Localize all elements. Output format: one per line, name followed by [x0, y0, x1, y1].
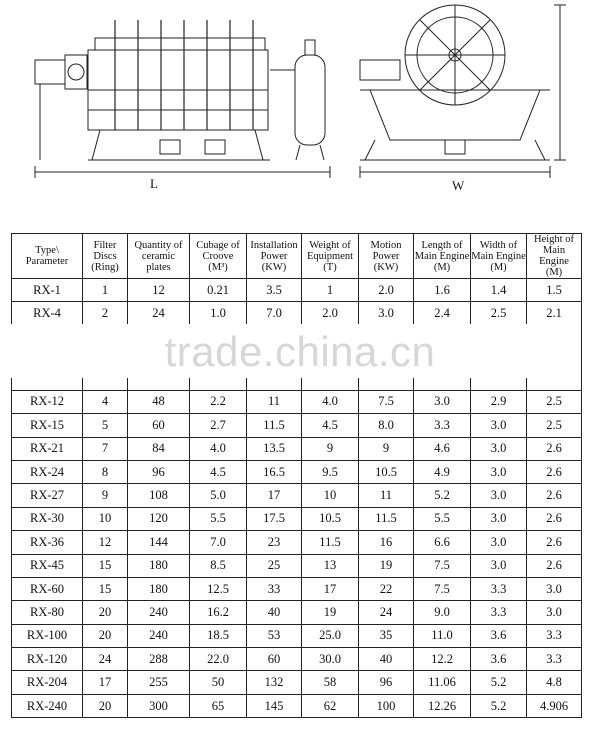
cell-model: RX-80 [12, 601, 83, 624]
cell-value: 15 [83, 554, 128, 577]
cell-value: 8.0 [359, 414, 414, 437]
cell-value: 40 [247, 601, 302, 624]
table-row [12, 601, 582, 624]
cell-value: 12 [128, 279, 190, 302]
cell-value: 5.5 [190, 507, 247, 530]
cell-value: 2.6 [527, 554, 582, 577]
cell-value: 3.0 [471, 437, 527, 460]
table-row [12, 694, 582, 717]
table-header-row [12, 234, 582, 279]
cell-value: 17 [302, 577, 359, 600]
header-width: Width of Main Engine (M) [471, 234, 527, 279]
cell-value: 3.0 [471, 507, 527, 530]
cell-value: 17 [83, 671, 128, 694]
cell-model: RX-27 [12, 484, 83, 507]
header-length: Length of Main Engine (M) [414, 234, 471, 279]
cell-value: 25.0 [302, 624, 359, 647]
cell-value: 16 [359, 531, 414, 554]
cell-value: 7.0 [190, 531, 247, 554]
cell-value: 10 [83, 507, 128, 530]
cell-value: 3.3 [471, 601, 527, 624]
cell-model: RX-120 [12, 648, 83, 671]
cell-value: 12.26 [414, 694, 471, 717]
cell-value: 62 [302, 694, 359, 717]
cell-value: 4.9 [414, 460, 471, 483]
cell-value: 24 [83, 648, 128, 671]
dimension-label-length: L [150, 176, 158, 191]
table-row [12, 531, 582, 554]
cell-value: 11.5 [359, 507, 414, 530]
cell-model: RX-204 [12, 671, 83, 694]
cell-value: 9 [302, 437, 359, 460]
cell-value: 120 [128, 507, 190, 530]
cell-value: 300 [128, 694, 190, 717]
table-row [12, 577, 582, 600]
cell-value: 10.5 [359, 460, 414, 483]
cell-value: 3.6 [471, 648, 527, 671]
cell-value: 2.6 [527, 484, 582, 507]
cell-value: 9 [83, 484, 128, 507]
cell-value: 20 [83, 601, 128, 624]
cell-value: 5 [83, 414, 128, 437]
header-height: Height of Main Engine (M) [527, 234, 582, 279]
header-ceramic-plates: Quantity of ceramic plates [128, 234, 190, 279]
cell-value: 4.5 [302, 414, 359, 437]
table-row [12, 414, 582, 437]
cell-value: 11.5 [247, 414, 302, 437]
equipment-drawing [0, 0, 590, 228]
cell-value: 50 [190, 671, 247, 694]
cell-value: 2.7 [190, 414, 247, 437]
cell-value: 65 [190, 694, 247, 717]
cell-value: 132 [247, 671, 302, 694]
front-view [35, 20, 330, 178]
table-row [12, 648, 582, 671]
cell-value: 16.2 [190, 601, 247, 624]
cell-value: 3.0 [471, 484, 527, 507]
cell-value: 4.5 [190, 460, 247, 483]
cell-value: 100 [359, 694, 414, 717]
cell-value: 288 [128, 648, 190, 671]
cell-value: 35 [359, 624, 414, 647]
cell-value: 58 [302, 671, 359, 694]
cell-value: 2.1 [527, 302, 582, 325]
cell-value: 12.5 [190, 577, 247, 600]
cell-value: 145 [247, 694, 302, 717]
cell-value: 108 [128, 484, 190, 507]
cell-value: 2.6 [527, 460, 582, 483]
cell-model: RX-240 [12, 694, 83, 717]
cell-value: 11.06 [414, 671, 471, 694]
cell-value: 4.8 [527, 671, 582, 694]
cell-value: 2.5 [527, 390, 582, 413]
cell-model: RX-1 [12, 279, 83, 302]
cell-value: 7.5 [414, 577, 471, 600]
cell-model: RX-100 [12, 624, 83, 647]
cell-value: 4 [83, 390, 128, 413]
cell-value: 1 [83, 279, 128, 302]
cell-value: 3.5 [247, 279, 302, 302]
cell-value: 2.6 [527, 531, 582, 554]
cell-value: 3.3 [471, 577, 527, 600]
cell-value: 2.4 [414, 302, 471, 325]
cell-model: RX-45 [12, 554, 83, 577]
cell-value: 18.5 [190, 624, 247, 647]
cell-value: 60 [247, 648, 302, 671]
header-motion-power: Motion Power (KW) [359, 234, 414, 279]
cell-value: 60 [128, 414, 190, 437]
cell-value: 22.0 [190, 648, 247, 671]
cell-value: 40 [359, 648, 414, 671]
header-installation-power: Installation Power (KW) [247, 234, 302, 279]
cell-value: 3.0 [527, 601, 582, 624]
cell-value: 7.0 [247, 302, 302, 325]
cell-value: 3.0 [471, 414, 527, 437]
cell-value: 8.5 [190, 554, 247, 577]
table-row [12, 554, 582, 577]
cell-value: 1.0 [190, 302, 247, 325]
cell-value: 12.2 [414, 648, 471, 671]
cell-model: RX-4 [12, 302, 83, 325]
cell-value: 0.21 [190, 279, 247, 302]
table-row [12, 484, 582, 507]
table-row [12, 302, 582, 325]
cell-value: 24 [359, 601, 414, 624]
cell-value: 48 [128, 390, 190, 413]
side-view [360, 5, 566, 178]
cell-value: 17.5 [247, 507, 302, 530]
cell-value: 13 [302, 554, 359, 577]
cell-model: RX-30 [12, 507, 83, 530]
cell-value: 9 [359, 437, 414, 460]
cell-model: RX-15 [12, 414, 83, 437]
cell-value: 3.3 [527, 648, 582, 671]
cell-value: 8 [83, 460, 128, 483]
cell-value: 255 [128, 671, 190, 694]
cell-value: 3.0 [471, 554, 527, 577]
cell-model: RX-36 [12, 531, 83, 554]
header-type: Type\ Parameter [12, 234, 83, 279]
cell-value: 19 [359, 554, 414, 577]
cell-value: 3.6 [471, 624, 527, 647]
cell-value: 180 [128, 577, 190, 600]
header-weight: Weight of Equipment (T) [302, 234, 359, 279]
cell-value: 4.0 [190, 437, 247, 460]
cell-value: 13.5 [247, 437, 302, 460]
cell-value: 1 [302, 279, 359, 302]
cell-value: 4.6 [414, 437, 471, 460]
dimension-label-width: W [452, 178, 465, 193]
cell-value: 6.6 [414, 531, 471, 554]
cell-value: 2.0 [302, 302, 359, 325]
cell-value: 2 [83, 302, 128, 325]
cell-value: 30.0 [302, 648, 359, 671]
cell-value: 11.0 [414, 624, 471, 647]
cell-value: 9.5 [302, 460, 359, 483]
table-row [12, 624, 582, 647]
cell-value: 2.6 [527, 437, 582, 460]
cell-value: 84 [128, 437, 190, 460]
cell-value: 53 [247, 624, 302, 647]
cell-value: 3.0 [471, 531, 527, 554]
table-row [12, 279, 582, 302]
watermark: trade.china.cn [164, 328, 436, 375]
cell-value: 2.6 [527, 507, 582, 530]
cell-value: 10 [302, 484, 359, 507]
cell-value: 17 [247, 484, 302, 507]
cell-value: 11 [359, 484, 414, 507]
cell-value: 240 [128, 601, 190, 624]
cell-value: 23 [247, 531, 302, 554]
cell-model: RX-21 [12, 437, 83, 460]
cell-value: 3.0 [414, 390, 471, 413]
cell-value: 5.2 [414, 484, 471, 507]
cell-value: 96 [359, 671, 414, 694]
cell-model: RX-24 [12, 460, 83, 483]
cell-value: 16.5 [247, 460, 302, 483]
cell-value: 12 [83, 531, 128, 554]
cell-value: 3.3 [414, 414, 471, 437]
cell-value: 3.3 [527, 624, 582, 647]
cell-value: 2.9 [471, 390, 527, 413]
cell-value: 25 [247, 554, 302, 577]
cell-model: RX-60 [12, 577, 83, 600]
cell-value: 4.906 [527, 694, 582, 717]
cell-value: 1.4 [471, 279, 527, 302]
table-row [12, 507, 582, 530]
cell-value: 10.5 [302, 507, 359, 530]
cell-value: 5.2 [471, 694, 527, 717]
cell-value: 5.0 [190, 484, 247, 507]
cell-value: 11.5 [302, 531, 359, 554]
cell-value: 2.5 [527, 414, 582, 437]
cell-value: 11 [247, 390, 302, 413]
cell-model: RX-12 [12, 390, 83, 413]
cell-value: 9.0 [414, 601, 471, 624]
cell-value: 20 [83, 694, 128, 717]
cell-value: 3.0 [359, 302, 414, 325]
header-filter-discs: Filter Discs (Ring) [83, 234, 128, 279]
cell-value: 2.0 [359, 279, 414, 302]
cell-value: 3.0 [527, 577, 582, 600]
cell-value: 2.5 [471, 302, 527, 325]
cell-value: 7.5 [359, 390, 414, 413]
cell-value: 1.5 [527, 279, 582, 302]
cell-value: 15 [83, 577, 128, 600]
cell-value: 24 [128, 302, 190, 325]
cell-value: 3.0 [471, 460, 527, 483]
cell-value: 180 [128, 554, 190, 577]
cell-value: 7 [83, 437, 128, 460]
cell-value: 20 [83, 624, 128, 647]
cell-value: 1.6 [414, 279, 471, 302]
cell-value: 33 [247, 577, 302, 600]
cell-value: 22 [359, 577, 414, 600]
cell-value: 19 [302, 601, 359, 624]
cell-value: 144 [128, 531, 190, 554]
cell-value: 240 [128, 624, 190, 647]
cell-value: 96 [128, 460, 190, 483]
cell-value: 7.5 [414, 554, 471, 577]
specification-table [11, 233, 582, 718]
table-row [12, 437, 582, 460]
table-row [12, 671, 582, 694]
cell-value: 5.5 [414, 507, 471, 530]
cell-value: 2.2 [190, 390, 247, 413]
header-cubage: Cubage of Croove (M³) [190, 234, 247, 279]
table-row [12, 390, 582, 413]
cell-value: 4.0 [302, 390, 359, 413]
cell-value: 5.2 [471, 671, 527, 694]
table-row [12, 460, 582, 483]
